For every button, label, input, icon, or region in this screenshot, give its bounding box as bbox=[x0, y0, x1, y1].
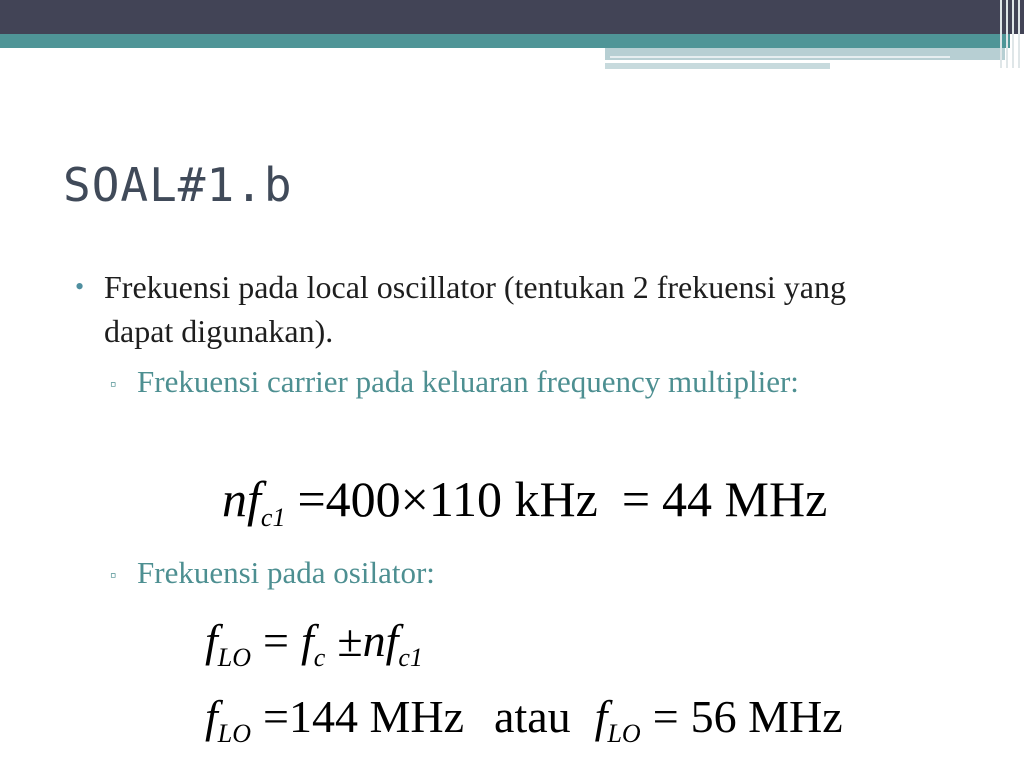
eq3-lhs-var-2: f bbox=[594, 691, 608, 742]
eq3-lhs-var: f bbox=[205, 691, 218, 742]
header-teal-band bbox=[0, 34, 1010, 48]
eq2-f-sub: c bbox=[313, 643, 326, 672]
main-bullet bbox=[75, 265, 875, 353]
sub-bullet-carrier-text: Frekuensi carrier pada keluaran frequency multiplier: bbox=[137, 364, 799, 399]
slide-title: SOAL#1.b bbox=[63, 158, 293, 212]
eq3-value2: 56 MHz bbox=[690, 691, 843, 742]
eq3-lhs-sub: LO bbox=[217, 719, 252, 748]
eq2-nf: nf bbox=[362, 615, 399, 666]
eq3-lhs-sub-2: LO bbox=[607, 719, 641, 748]
eq3-eq-sign-2: = bbox=[652, 691, 679, 742]
sub-bullet-marker: ▫ bbox=[110, 374, 117, 394]
eq1-eq-sign: = bbox=[297, 471, 326, 527]
header-stripe bbox=[1012, 0, 1014, 68]
eq3-atau: atau bbox=[494, 691, 571, 742]
header-thin-line bbox=[610, 56, 950, 58]
header-dark-band bbox=[0, 0, 1024, 34]
equation-lo-values bbox=[205, 690, 843, 748]
eq1-lhs-var: nf bbox=[222, 471, 261, 527]
header-stripe bbox=[1018, 0, 1020, 68]
eq1-eq-sign-2: = bbox=[621, 471, 651, 527]
sub-bullet-oscillator-text: Frekuensi pada osilator: bbox=[137, 555, 435, 590]
main-bullet-text: Frekuensi pada local oscillator (tentukan 2 frekuensi yang dapat digunakan). bbox=[104, 269, 846, 349]
sub-bullet-marker: ▫ bbox=[110, 565, 117, 585]
bullet-marker: • bbox=[75, 272, 85, 301]
header-stripe bbox=[1000, 0, 1002, 68]
equation-lo-formula bbox=[205, 614, 423, 672]
header-light-band bbox=[605, 48, 1005, 60]
eq3-eq-sign: = bbox=[263, 691, 289, 742]
sub-bullet-oscillator bbox=[110, 552, 870, 594]
eq1-lhs-sub: c1 bbox=[260, 503, 286, 532]
sub-bullet-carrier bbox=[110, 361, 870, 403]
header-light-band-lower bbox=[605, 63, 830, 69]
eq2-lhs-var: f bbox=[205, 615, 218, 666]
eq2-nf-sub: c1 bbox=[398, 643, 423, 672]
eq2-eq-sign: = bbox=[263, 615, 289, 666]
eq3-value1: 144 MHz bbox=[288, 691, 465, 742]
eq1-result: 44 MHz bbox=[662, 471, 828, 527]
eq2-pm: ± bbox=[337, 615, 363, 666]
header-stripe bbox=[1006, 0, 1008, 68]
eq1-expr: 400×110 kHz bbox=[325, 471, 598, 527]
eq2-lhs-sub: LO bbox=[217, 643, 252, 672]
equation-carrier bbox=[222, 470, 828, 532]
eq2-f: f bbox=[300, 615, 314, 666]
